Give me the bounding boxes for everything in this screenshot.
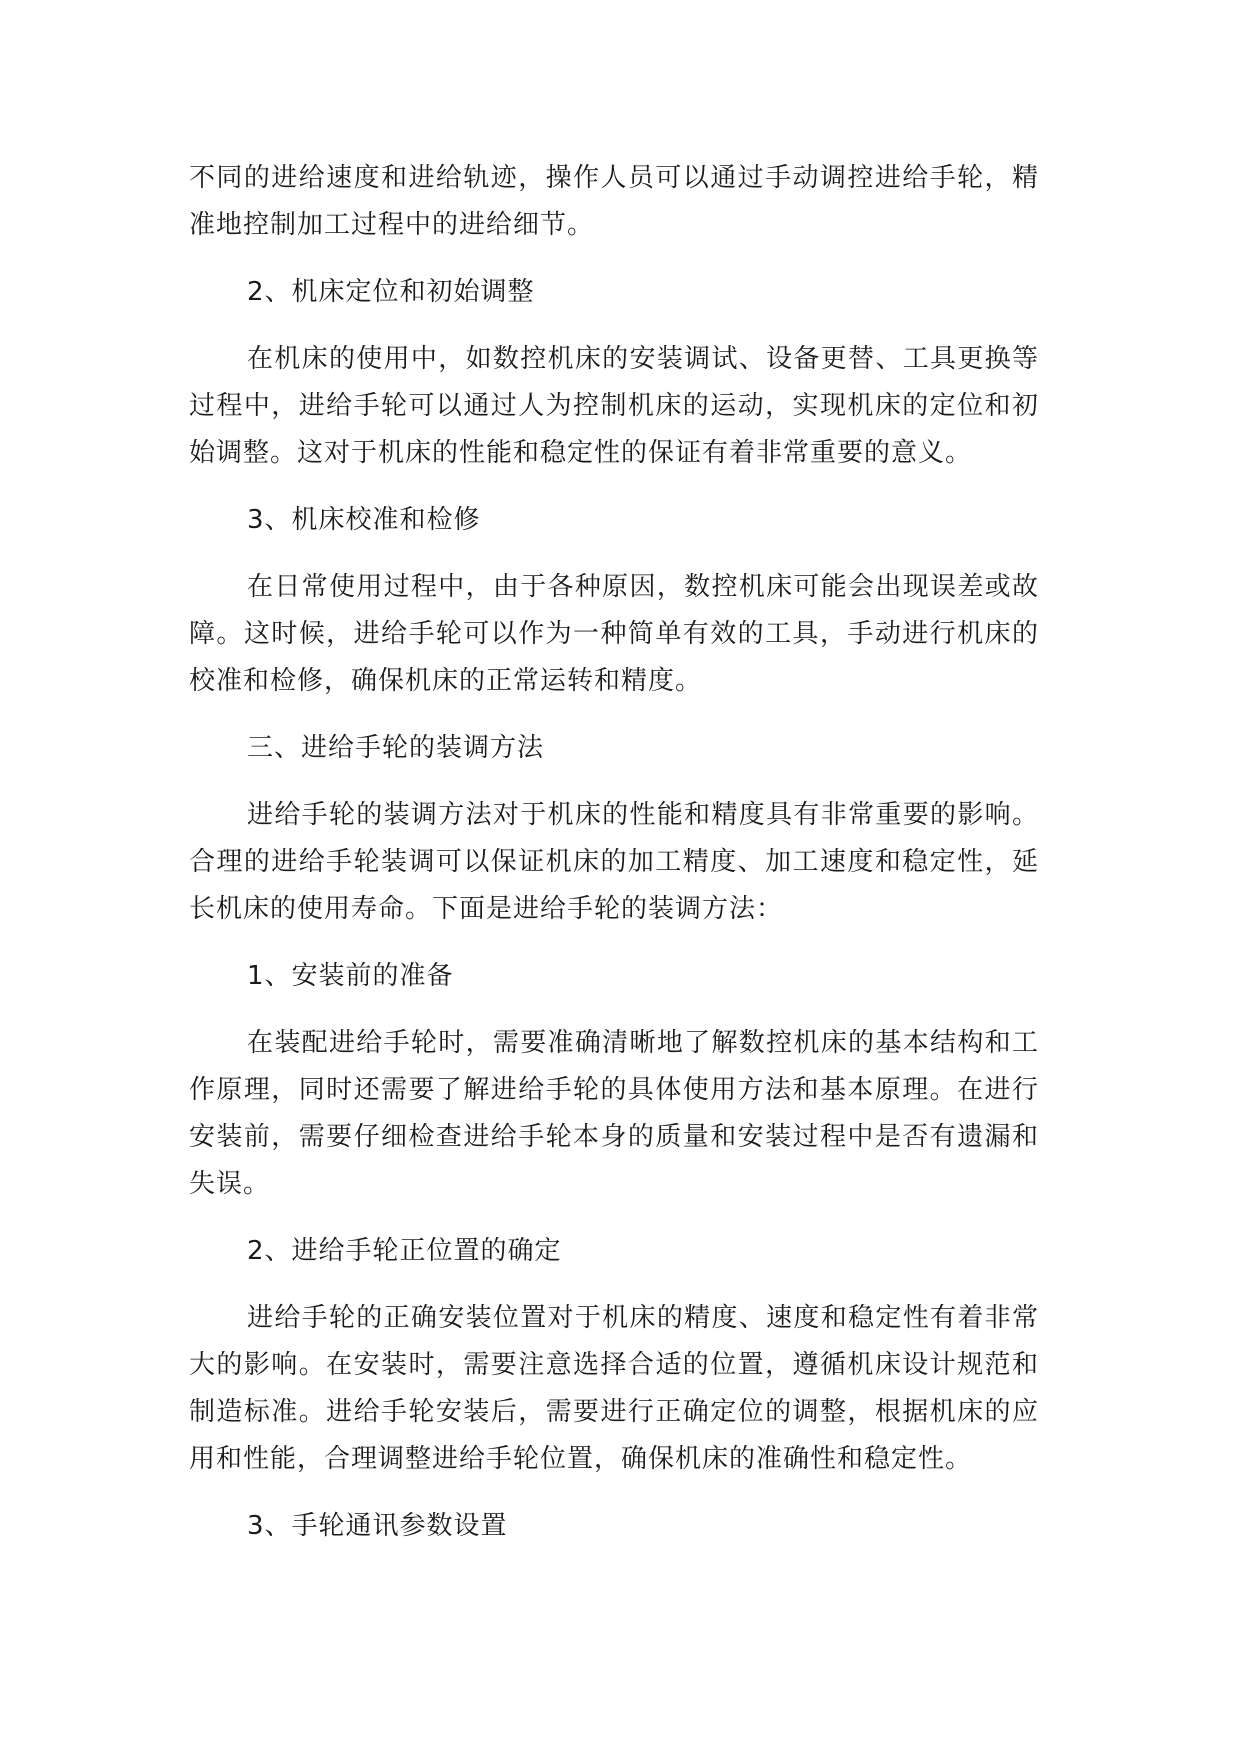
paragraph-assembly-method: 进给手轮的装调方法对于机床的性能和精度具有非常重要的影响。合理的进给手轮装调可以保证机床的加工精度、加工速度和稳定性，延长机床的使用寿命。下面是进给手轮的装调方法：	[189, 800, 1039, 924]
section-heading-calibration: 3、机床校准和检修	[247, 505, 481, 535]
paragraph-position: 进给手轮的正确安装位置对于机床的精度、速度和稳定性有着非常大的影响。在安装时，需要注意选择合适的位置，遵循机床设计规范和制造标准。进给手轮安装后，需要进行正确定位的调整，根据机床的应用和性能，合理调整进给手轮位置，确保机床的准确性和稳定性。	[189, 1303, 1039, 1474]
section-heading-communication: 3、手轮通讯参数设置	[247, 1511, 508, 1541]
section-heading-position: 2、进给手轮正位置的确定	[247, 1236, 562, 1266]
section-heading-preparation: 1、安装前的准备	[247, 961, 454, 991]
section-heading-assembly-method: 三、进给手轮的装调方法	[247, 733, 545, 763]
paragraph-preparation: 在装配进给手轮时，需要准确清晰地了解数控机床的基本结构和工作原理，同时还需要了解进给手轮的具体使用方法和基本原理。在进行安装前，需要仔细检查进给手轮本身的质量和安装过程中是否有遗漏和失误。	[189, 1028, 1039, 1199]
paragraph-machine-positioning: 在机床的使用中，如数控机床的安装调试、设备更替、工具更换等过程中，进给手轮可以通过人为控制机床的运动，实现机床的定位和初始调整。这对于机床的性能和稳定性的保证有着非常重要的意义。	[189, 344, 1039, 468]
paragraph-calibration: 在日常使用过程中，由于各种原因，数控机床可能会出现误差或故障。这时候，进给手轮可以作为一种简单有效的工具，手动进行机床的校准和检修，确保机床的正常运转和精度。	[189, 572, 1039, 696]
paragraph-continuation: 不同的进给速度和进给轨迹，操作人员可以通过手动调控进给手轮，精准地控制加工过程中的进给细节。	[189, 163, 1039, 240]
document-body	[189, 155, 1039, 1550]
section-heading-machine-positioning: 2、机床定位和初始调整	[247, 277, 535, 307]
